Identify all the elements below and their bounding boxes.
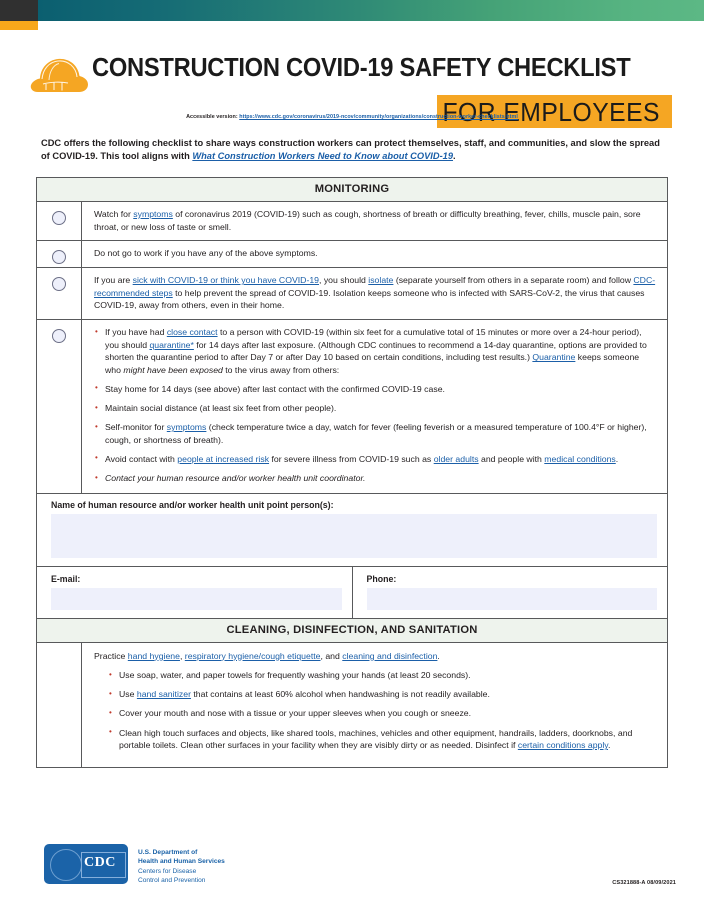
agency-text <box>138 848 225 885</box>
list-item <box>108 688 655 701</box>
inline-text: Self-monitor for <box>105 422 167 433</box>
inline-text: Maintain social distance (at least six feet from other people). <box>105 403 337 414</box>
inline-link[interactable]: hand hygiene <box>127 650 180 661</box>
hr-name-field-block <box>37 493 667 566</box>
email-label: E-mail: <box>51 573 81 584</box>
checklist-row <box>37 241 667 268</box>
inline-text: . <box>437 650 440 661</box>
inline-text: to help prevent the spread of COVID-19. Isolation keeps someone who is infected with SARS-CoV-2, the virus that causes COVID-19, away from others, even in their home. <box>94 287 645 311</box>
checklist-row-text <box>82 202 667 240</box>
checkbox-cell[interactable] <box>37 202 82 240</box>
list-item <box>94 326 657 376</box>
monitoring-rows <box>37 202 667 493</box>
contact-fields-row <box>37 566 667 618</box>
audience-label: FOR EMPLOYEES <box>442 97 660 127</box>
inline-text: (check temperature twice a day, watch for fever (feeling feverish or a measured temperature of 100.4°F or higher), cough, or shortness of breath). <box>105 422 647 445</box>
intro-text-part2: . <box>453 150 456 161</box>
cleaning-bullet-list <box>108 669 655 752</box>
inline-text: of coronavirus 2019 (COVID-19) such as cough, shortness of breath or difficulty breathing, fever, chills, muscle pain, sore throat, or new loss of taste or smell. <box>94 209 641 232</box>
top-gradient-bar <box>0 0 704 30</box>
inline-link[interactable]: certain conditions apply <box>517 740 609 751</box>
quarantine-bullet-list <box>94 326 657 485</box>
inline-link[interactable]: CDC-recommended steps <box>94 275 656 298</box>
checklist-table <box>36 177 668 768</box>
hr-name-input[interactable] <box>51 514 657 558</box>
inline-link[interactable]: older adults <box>433 453 479 464</box>
inline-text: . <box>615 453 619 464</box>
list-item <box>108 707 655 720</box>
inline-link[interactable]: hand sanitizer <box>136 689 191 700</box>
dark-corner-block <box>0 0 38 21</box>
list-item <box>94 421 657 446</box>
inline-text: that contains at least 60% alcohol when handwashing is not readily available. <box>190 689 490 700</box>
inline-text: to a person with COVID-19 (within six feet for a cumulative total of 15 minutes or more over a 24-hour period), you should <box>105 327 642 350</box>
inline-text: might have been exposed <box>123 364 223 375</box>
inline-text: Contact your human resource and/or worker health unit coordinator. <box>105 473 366 484</box>
hhs-seal-icon <box>50 849 82 881</box>
cdc-logo <box>44 844 128 884</box>
inline-text: keeps someone who <box>105 352 640 375</box>
checklist-row <box>37 320 667 493</box>
gradient-stripe <box>38 0 704 21</box>
inline-text: Use <box>119 689 137 700</box>
list-item <box>94 402 657 415</box>
inline-text: Use soap, water, and paper towels for frequently washing your hands (at least 20 seconds). <box>119 670 471 681</box>
checkbox-circle[interactable] <box>52 329 66 343</box>
intro-text-part1: CDC offers the following checklist to share ways construction workers can protect themselves, staff, and communities, and slow the spread of COVID-19. This tool aligns with <box>41 138 660 161</box>
list-item <box>94 383 657 396</box>
inline-link[interactable]: symptoms <box>133 209 173 219</box>
monitoring-section-heading: MONITORING <box>37 178 667 202</box>
intro-link[interactable]: What Construction Workers Need to Know about COVID-19 <box>192 150 454 161</box>
inline-link[interactable]: Quarantine <box>532 352 576 363</box>
inline-link[interactable]: close contact <box>166 327 218 338</box>
inline-link[interactable]: cleaning and disinfection <box>342 650 438 661</box>
page-title: CONSTRUCTION COVID-19 SAFETY CHECKLIST <box>92 54 631 82</box>
document-code: CS321888-A 08/09/2021 <box>612 880 676 886</box>
accessible-version-line <box>0 114 704 120</box>
cleaning-lead-text <box>94 650 655 663</box>
hard-hat-icon <box>28 52 90 104</box>
quarantine-bullet-body <box>82 320 667 493</box>
inline-text: and people with <box>478 453 545 464</box>
inline-link[interactable]: respiratory hygiene/cough etiquette <box>184 650 321 661</box>
inline-text: Stay home for 14 days (see above) after last contact with the confirmed COVID-19 case. <box>105 383 445 394</box>
checkbox-circle[interactable] <box>52 277 66 291</box>
email-field-block <box>37 567 353 618</box>
list-item <box>108 669 655 682</box>
orange-corner-block <box>0 21 38 30</box>
agency-line-3: Centers for Disease <box>138 867 197 875</box>
checklist-row <box>37 202 667 241</box>
checkbox-circle[interactable] <box>52 250 66 264</box>
inline-text: , and <box>320 650 343 661</box>
inline-text: Avoid contact with <box>105 453 178 464</box>
cleaning-row <box>37 643 667 767</box>
phone-field-block <box>353 567 668 618</box>
checklist-row <box>37 268 667 320</box>
email-input[interactable] <box>51 588 342 610</box>
hr-name-label: Name of human resource and/or worker health unit point person(s): <box>51 499 334 510</box>
inline-link[interactable]: symptoms <box>166 422 207 433</box>
inline-text: , you should <box>319 275 369 286</box>
checkbox-circle[interactable] <box>52 211 66 225</box>
checklist-row-text <box>82 241 667 267</box>
accessible-version-link[interactable]: https://www.cdc.gov/coronavirus/2019-ncov/community/organizations/construction-worker-checklists.html <box>239 114 518 120</box>
agency-line-4: Control and Prevention <box>138 877 206 885</box>
inline-text: , <box>179 650 185 661</box>
cdc-wordmark: CDC <box>84 855 116 870</box>
inline-text: for severe illness from COVID-19 such as <box>269 453 434 464</box>
list-item <box>94 453 657 466</box>
agency-line-2: Health and Human Services <box>138 858 225 866</box>
cleaning-gutter <box>37 643 82 767</box>
cleaning-body <box>82 643 667 767</box>
audience-band <box>437 95 672 128</box>
inline-text: If you are <box>94 275 133 286</box>
inline-text: Cover your mouth and nose with a tissue or your upper sleeves when you cough or sneeze. <box>119 708 472 719</box>
inline-text: . <box>608 740 611 751</box>
inline-text: for 14 days after last exposure. (Although CDC continues to recommend a 14-day quarantine, options are provided to shorten the quarantine period to after Day 7 or after Day 10 based on certain conditions, including test results.) <box>105 339 647 363</box>
inline-text: Clean high touch surfaces and objects, like shared tools, machines, vehicles and other equipment, handrails, ladders, doorknobs, and portable toilets. Clean other surfaces in your facility when they are visibly dirty or as needed. Disinfect if <box>119 727 633 751</box>
agency-line-1: U.S. Department of <box>138 849 198 856</box>
phone-label: Phone: <box>366 573 397 584</box>
inline-text: (separate yourself from others in a separate room) and follow <box>393 275 634 286</box>
inline-link[interactable]: quarantine* <box>149 339 194 350</box>
inline-text: Do not go to work if you have any of the above symptoms. <box>94 248 318 259</box>
list-item <box>108 727 655 752</box>
cleaning-section-heading: CLEANING, DISINFECTION, AND SANITATION <box>37 618 667 643</box>
checklist-row-text <box>82 268 667 319</box>
inline-link[interactable]: isolate <box>368 275 394 286</box>
inline-text: Practice <box>94 650 128 661</box>
checkbox-cell[interactable] <box>37 268 82 319</box>
list-item <box>94 472 657 485</box>
accessible-version-label: Accessible version: <box>186 114 238 120</box>
intro-paragraph <box>41 137 666 163</box>
checkbox-cell[interactable] <box>37 320 82 493</box>
inline-link[interactable]: sick with COVID-19 or think you have COVID-19 <box>132 275 320 286</box>
phone-input[interactable] <box>367 588 658 610</box>
checkbox-cell[interactable] <box>37 241 82 267</box>
inline-text: to the virus away from others: <box>222 364 340 375</box>
footer <box>0 838 704 910</box>
inline-link[interactable]: people at increased risk <box>177 453 270 464</box>
inline-text: If you have had <box>105 327 167 338</box>
inline-link[interactable]: medical conditions <box>544 453 616 464</box>
inline-text: Watch for <box>94 209 134 219</box>
